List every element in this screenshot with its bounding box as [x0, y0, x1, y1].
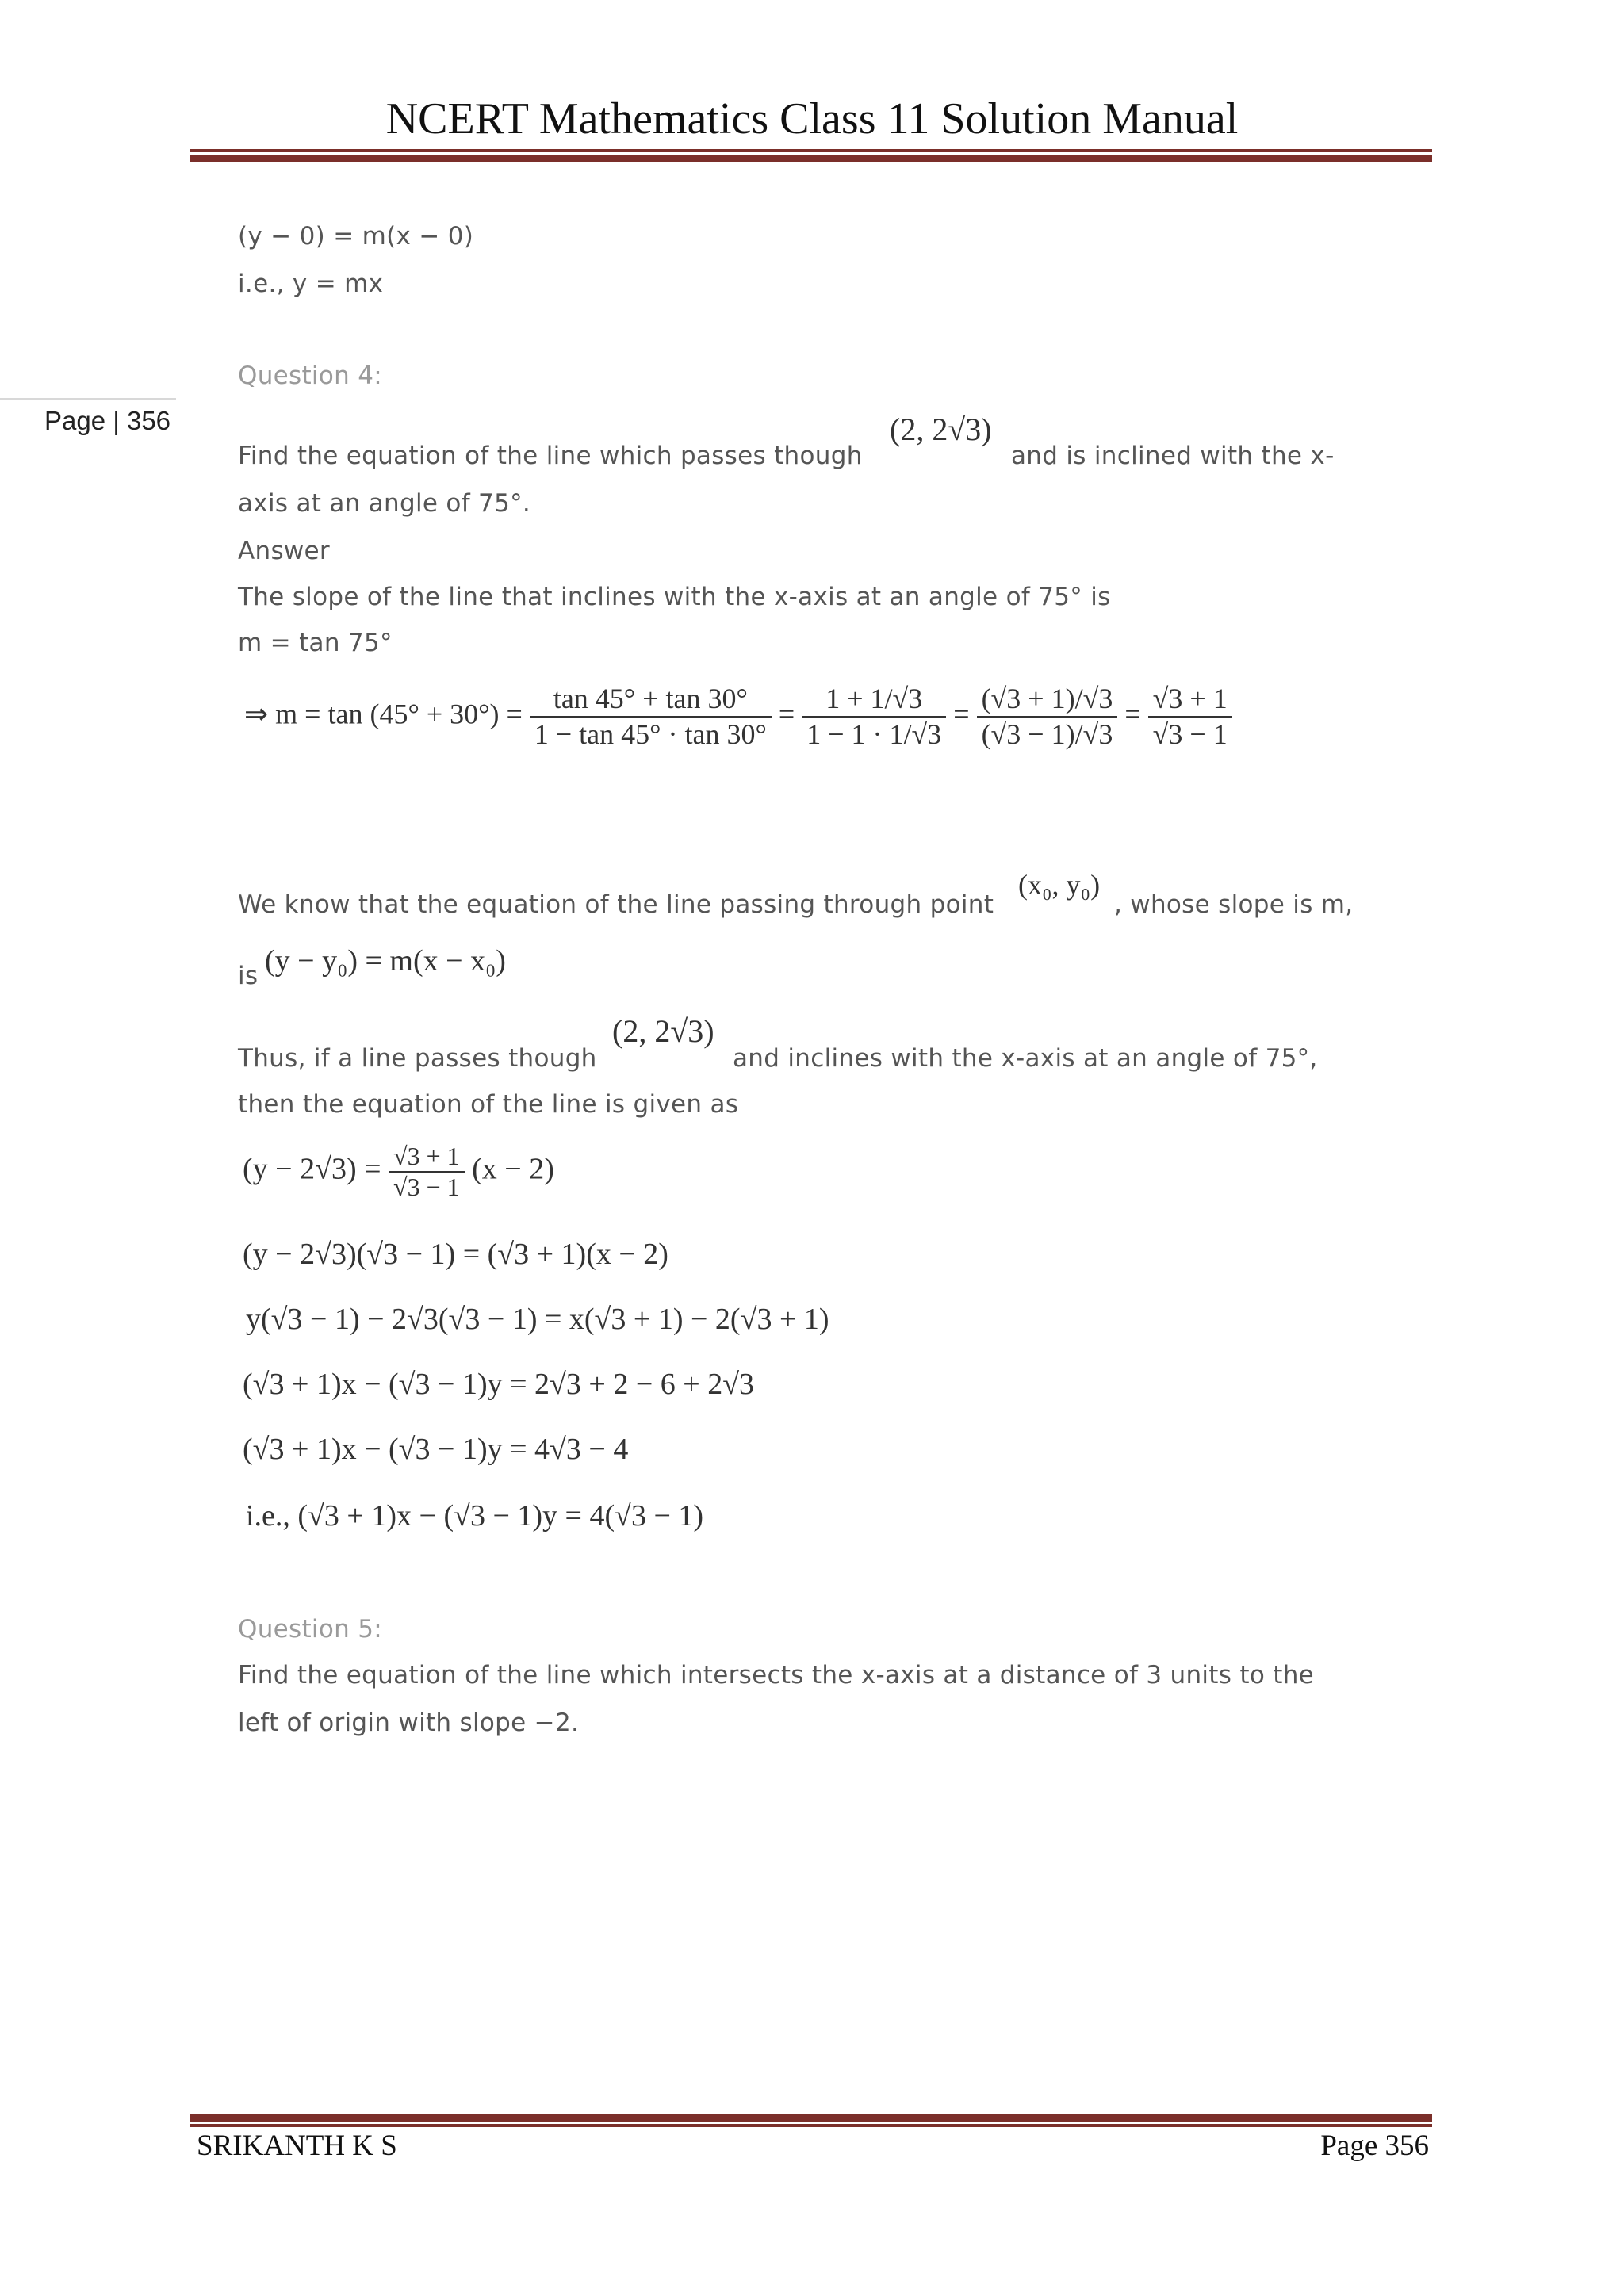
question-5-text: left of origin with slope −2. — [238, 1709, 580, 1737]
answer-text: and inclines with the x-axis at an angle of 75°, — [733, 1044, 1318, 1073]
answer-text: The slope of the line that inclines with the x-axis at an angle of 75° is — [238, 583, 1111, 611]
footer-page-number: Page 356 — [1320, 2130, 1429, 2162]
equation-step: i.e., (√3 + 1)x − (√3 − 1)y = 4(√3 − 1) — [246, 1499, 704, 1533]
equation-step: (√3 + 1)x − (√3 − 1)y = 4√3 − 4 — [243, 1433, 629, 1466]
header-rule-thick — [190, 155, 1432, 162]
slope-derivation: ⇒ m = tan (45° + 30°) = $\frac{\tan 45^\circ + \tan 30^\circ}{1 - \tan 45^\circ \cdot \tan 30^\circ}$ = $\frac{1 + 1/√3}{1 - 1 \cdot 1/√3}$ = $\frac{(√3 + 1)/√3}{(√3 - 1)/√3}$ = $\frac{√3 + 1}{√3 - 1}$ — [244, 682, 1232, 752]
line-formula: (y − y₀) = m(x − x₀) — [265, 944, 506, 978]
question-4-heading: Question 4: — [238, 362, 382, 390]
point-expression: (x₀, y₀) — [1018, 869, 1101, 901]
slope-fraction: $\frac{1 + 1/√3}{1 - 1 \cdot 1/√3}$ — [802, 682, 946, 752]
answer-label: Answer — [238, 537, 330, 565]
header-rule-thin — [190, 149, 1432, 152]
equation-step: y(√3 − 1) − 2√3(√3 − 1) = x(√3 + 1) − 2(√3 + 1) — [246, 1303, 829, 1336]
step-fraction: $\frac{√3 + 1}{√3 - 1}$ — [389, 1142, 465, 1202]
point-expression: (2, 2√3) — [890, 411, 992, 447]
slope-lhs: ⇒ m = tan (45° + 30°) = — [244, 698, 523, 730]
side-tab-rule — [0, 398, 176, 400]
page-title: NCERT Mathematics Class 11 Solution Manual — [385, 94, 1239, 144]
question-5-heading: Question 5: — [238, 1615, 382, 1644]
equation-step: (y − 2√3)(√3 − 1) = (√3 + 1)(x − 2) — [243, 1238, 668, 1271]
text-line: (y − 0) = m(x − 0) — [238, 222, 474, 251]
point-expression: (2, 2√3) — [612, 1013, 714, 1049]
side-page-tab: Page | 356 — [44, 406, 171, 435]
equation-step: (√3 + 1)x − (√3 − 1)y = 2√3 + 2 − 6 + 2√3 — [243, 1368, 755, 1401]
question-4-text: axis at an angle of 75°. — [238, 489, 531, 518]
footer-rule-thick — [190, 2114, 1432, 2122]
slope-fraction: $\frac{√3 + 1}{√3 - 1}$ — [1148, 682, 1232, 752]
answer-text: Thus, if a line passes though — [238, 1044, 597, 1073]
slope-fraction: $\frac{(√3 + 1)/√3}{(√3 - 1)/√3}$ — [977, 682, 1118, 752]
footer-author: SRIKANTH K S — [197, 2130, 397, 2162]
answer-text: then the equation of the line is given as — [238, 1090, 739, 1119]
answer-text: , whose slope is m, — [1114, 890, 1354, 919]
answer-text: m = tan 75° — [238, 629, 393, 657]
question-5-text: Find the equation of the line which intersects the x-axis at a distance of 3 units to the — [238, 1661, 1315, 1689]
text-line: i.e., y = mx — [238, 270, 384, 298]
question-4-text: Find the equation of the line which passes though — [238, 442, 863, 470]
answer-text: We know that the equation of the line passing through point — [238, 890, 994, 919]
question-4-text: and is inclined with the x- — [1011, 442, 1335, 470]
slope-fraction: $\frac{\tan 45^\circ + \tan 30^\circ}{1 - \tan 45^\circ \cdot \tan 30^\circ}$ — [530, 682, 772, 752]
answer-text: is — [238, 962, 259, 990]
equation-step: (y − 2√3) = $\frac{√3 + 1}{√3 - 1}$ (x − 2) — [243, 1142, 554, 1201]
footer-rule-thin — [190, 2124, 1432, 2127]
